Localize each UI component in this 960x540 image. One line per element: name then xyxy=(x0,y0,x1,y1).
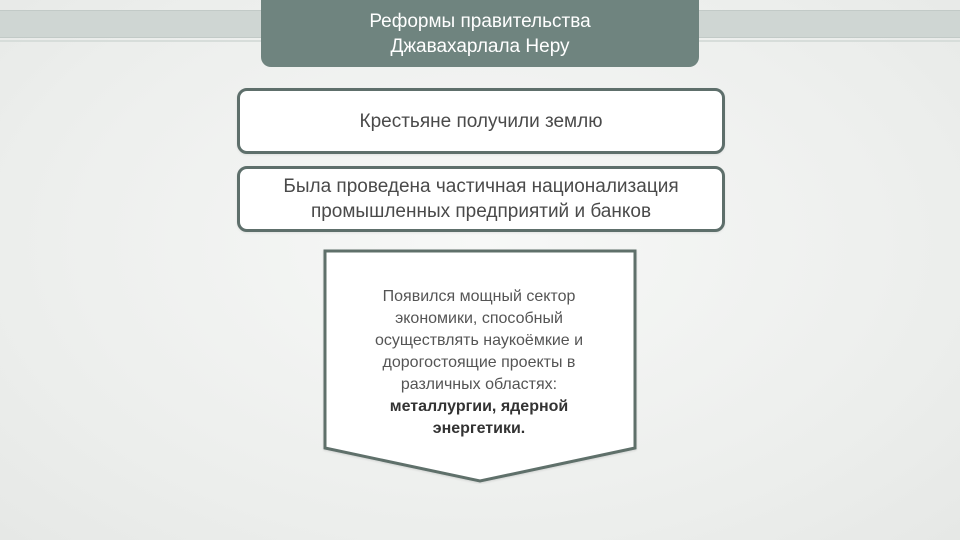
slide-title-line-1: Реформы правительства xyxy=(369,10,591,32)
result-bold-line-2: энергетики. xyxy=(432,420,526,437)
reform-box-nationalization-line-2: промышленных предприятий и банков xyxy=(310,201,652,222)
result-text xyxy=(354,286,604,440)
slide-title-line-2: Джавахарлала Неру xyxy=(390,35,570,57)
result-line-5: различных областях: xyxy=(400,376,558,393)
result-bold-line-1: металлургии, ядерной xyxy=(389,398,569,415)
reform-box-nationalization-line-1: Была проведена частичная национализация xyxy=(283,176,679,197)
reform-box-land-text: Крестьяне получили землю xyxy=(359,110,603,132)
result-line-2: экономики, способный xyxy=(395,310,563,327)
result-line-4: дорогостоящие проекты в xyxy=(382,354,576,371)
slide-title xyxy=(261,0,699,67)
reform-box-land xyxy=(237,88,725,154)
reform-box-nationalization xyxy=(237,166,725,232)
result-line-1: Появился мощный сектор xyxy=(382,288,576,305)
result-line-3: осуществлять наукоёмкие и xyxy=(374,332,584,349)
